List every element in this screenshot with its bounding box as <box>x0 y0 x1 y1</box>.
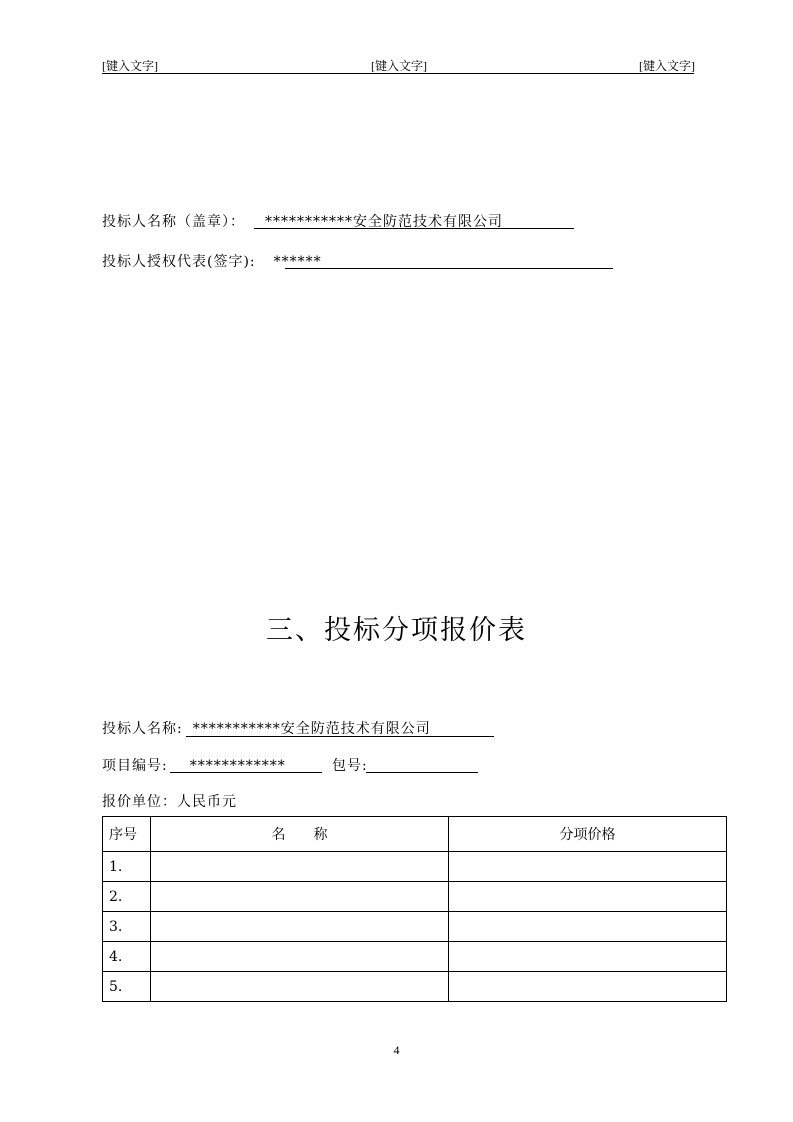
header-serial: 序号 <box>103 817 151 852</box>
package-underline <box>366 772 478 773</box>
company-seal-label: 投标人名称（盖章）： <box>102 214 245 230</box>
bidder-underline <box>186 736 494 737</box>
row-serial: 1. <box>103 852 151 882</box>
table-header-row <box>103 817 727 852</box>
row-name-cell[interactable] <box>151 942 449 972</box>
page-title: 三、投标分项报价表 <box>266 615 527 646</box>
row-serial: 4. <box>103 942 151 972</box>
table-row <box>103 912 727 942</box>
row-price-cell[interactable] <box>449 972 727 1002</box>
bidder-label: 投标人名称: <box>102 721 183 737</box>
project-no-label: 项目编号: <box>102 758 168 774</box>
package-label: 包号: <box>332 758 368 774</box>
row-name-cell[interactable] <box>151 882 449 912</box>
row-serial: 2. <box>103 882 151 912</box>
row-name-cell[interactable] <box>151 972 449 1002</box>
header-left-text[interactable]: [键入文字] <box>102 59 158 73</box>
header-rule <box>102 73 694 74</box>
rep-sign-value: ****** <box>273 254 322 270</box>
header-center-text[interactable]: [键入文字] <box>371 59 427 73</box>
row-price-cell[interactable] <box>449 852 727 882</box>
table-row <box>103 852 727 882</box>
bidder-value: ***********安全防范技术有限公司 <box>192 721 431 737</box>
table-row <box>103 882 727 912</box>
row-name-cell[interactable] <box>151 852 449 882</box>
table-row <box>103 972 727 1002</box>
header-price: 分项价格 <box>449 817 727 852</box>
row-price-cell[interactable] <box>449 882 727 912</box>
page-number: 4 <box>393 1043 400 1057</box>
company-seal-value: ***********安全防范技术有限公司 <box>265 214 503 230</box>
row-name-cell[interactable] <box>151 912 449 942</box>
currency-unit: 报价单位：人民币元 <box>102 794 237 810</box>
rep-sign-underline <box>285 268 613 269</box>
project-no-value: ************ <box>189 758 286 774</box>
rep-sign-label: 投标人授权代表(签字): <box>102 254 256 270</box>
project-no-underline <box>170 772 322 773</box>
row-serial: 5. <box>103 972 151 1002</box>
bidder-line <box>102 718 431 738</box>
header-right-text[interactable]: [键入文字] <box>639 59 695 73</box>
price-table <box>102 816 727 1002</box>
row-price-cell[interactable] <box>449 942 727 972</box>
row-serial: 3. <box>103 912 151 942</box>
table-row <box>103 942 727 972</box>
company-seal-underline <box>254 228 574 229</box>
package-line <box>332 755 368 775</box>
row-price-cell[interactable] <box>449 912 727 942</box>
header-name: 名 称 <box>151 817 449 852</box>
